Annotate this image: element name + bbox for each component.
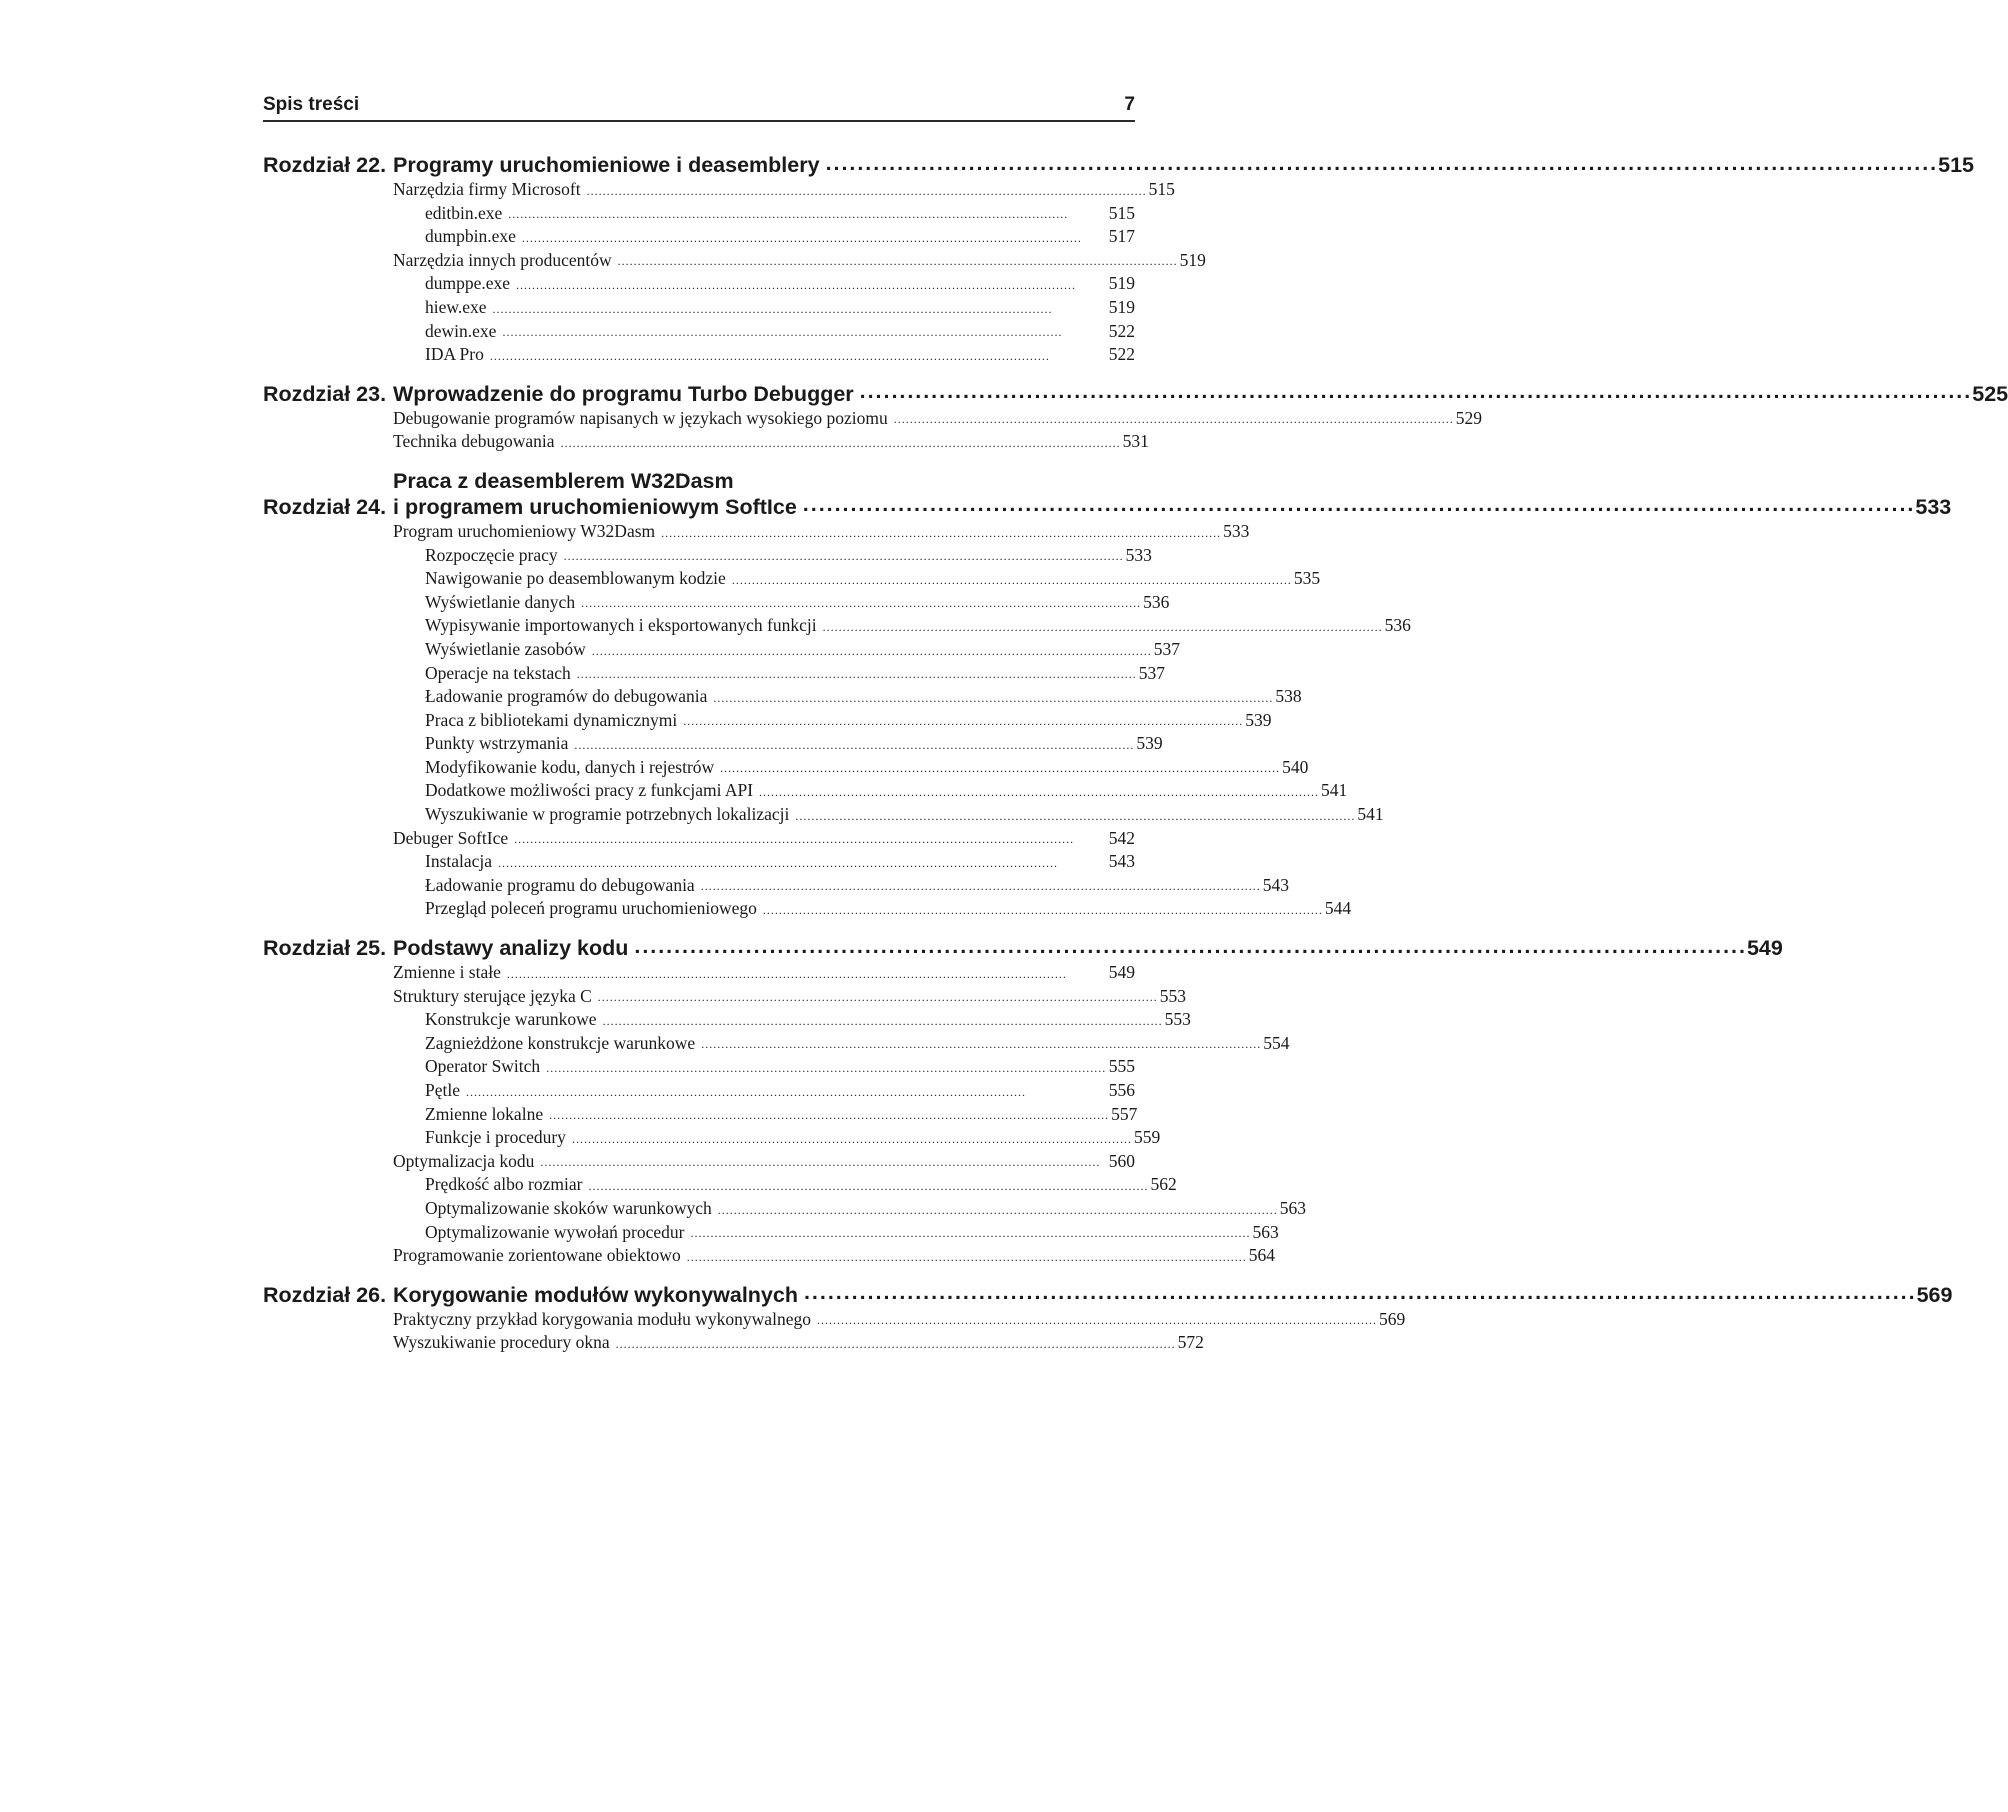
entry-title: Rozpoczęcie pracy [425, 544, 558, 565]
entry-title: Przegląd poleceń programu uruchomieniowego [425, 898, 757, 919]
entry-page-number: 542 [1108, 827, 1135, 848]
toc-subsection-entry[interactable] [393, 320, 1135, 344]
entry-page-number: 553 [1164, 1009, 1191, 1030]
dot-leader [546, 1062, 1105, 1074]
toc-subsection-entry[interactable] [393, 1032, 1290, 1056]
table-of-contents [263, 152, 2008, 1355]
toc-section-entry[interactable] [393, 985, 1187, 1009]
chapter-label: Rozdział 22. [263, 153, 387, 177]
entry-page-number: 541 [1357, 804, 1384, 825]
toc-section-entry[interactable] [393, 178, 1175, 202]
toc-subsection-entry[interactable] [393, 1197, 1306, 1221]
dot-leader [823, 621, 1381, 633]
entry-title: Optymalizacja kodu [393, 1150, 535, 1171]
entry-title: Prędkość albo rozmiar [425, 1174, 583, 1195]
entry-title: editbin.exe [425, 202, 503, 223]
entry-page-number: 563 [1252, 1221, 1279, 1242]
toc-subsection-entry[interactable] [393, 897, 1352, 921]
entry-page-number: 540 [1282, 756, 1309, 777]
entry-page-number: 529 [1455, 407, 1482, 428]
toc-section-entry[interactable] [393, 407, 1482, 431]
entry-title: Punkty wstrzymania [425, 733, 569, 754]
entry-title: Zmienne i stałe [393, 962, 501, 983]
entry-page-number: 541 [1321, 780, 1348, 801]
toc-subsection-entry[interactable] [393, 732, 1163, 756]
dot-leader [701, 880, 1259, 892]
dot-leader [718, 1204, 1276, 1216]
toc-subsection-entry[interactable] [393, 756, 1309, 780]
toc-subsection-entry[interactable] [393, 343, 1135, 367]
toc-subsection-entry[interactable] [393, 803, 1384, 827]
chapter-title: Korygowanie modułów wykonywalnych [393, 1282, 798, 1307]
entry-page-number: 538 [1275, 686, 1302, 707]
running-header-page-number: 7 [1124, 94, 1135, 115]
entry-page-number: 519 [1108, 273, 1135, 294]
entry-title: Wyszukiwanie w programie potrzebnych lokalizacji [425, 804, 790, 825]
dot-leader [616, 1338, 1174, 1350]
dot-leader [687, 1251, 1245, 1263]
chapter-title: Wprowadzenie do programu Turbo Debugger [393, 381, 854, 406]
toc-subsection-entry[interactable] [393, 544, 1152, 568]
entry-title: Operator Switch [425, 1056, 541, 1077]
dot-leader [549, 1109, 1107, 1121]
entry-page-number: 560 [1108, 1150, 1135, 1171]
entry-page-number: 556 [1108, 1080, 1135, 1100]
toc-chapter [263, 152, 1975, 367]
dot-leader [634, 936, 1743, 958]
entry-title: Wyświetlanie zasobów [425, 638, 586, 659]
dot-leader [507, 968, 1105, 980]
chapter-page-number: 515 [1938, 153, 1975, 177]
entry-title: Konstrukcje warunkowe [425, 1009, 597, 1030]
toc-subsection-entry[interactable] [393, 1126, 1161, 1150]
entry-title: Wyszukiwanie procedury okna [393, 1332, 610, 1353]
entry-title: hiew.exe [425, 296, 487, 317]
toc-section-entry[interactable] [393, 1331, 1204, 1355]
entry-page-number: 537 [1153, 638, 1181, 659]
chapter-title: i programem uruchomieniowym SoftIce [393, 494, 797, 519]
dot-leader [732, 574, 1290, 586]
chapter-heading[interactable] [263, 468, 1952, 520]
entry-title: Praktyczny przykład korygowania modułu wykonywalnego [393, 1308, 811, 1329]
dot-leader [493, 303, 1105, 315]
entry-title: Nawigowanie po deasemblowanym kodzie [425, 568, 726, 589]
entry-title: Operacje na tekstach [425, 662, 571, 683]
toc-chapter [263, 1282, 1953, 1355]
entry-page-number: 555 [1108, 1056, 1135, 1077]
dot-leader [683, 715, 1241, 727]
toc-subsection-entry[interactable] [393, 1173, 1177, 1197]
dot-leader [803, 494, 1912, 516]
dot-leader [713, 692, 1271, 704]
dot-leader [466, 1086, 1105, 1098]
toc-section-entry[interactable] [393, 520, 1250, 544]
chapter-title: Praca z deasemblerem W32Dasm [393, 468, 734, 493]
dot-leader [701, 1038, 1259, 1050]
dot-leader [490, 350, 1105, 362]
dot-leader [804, 1282, 1913, 1304]
entry-title: dewin.exe [425, 320, 497, 341]
entry-page-number: 572 [1177, 1332, 1204, 1353]
toc-section-entry[interactable] [393, 430, 1149, 454]
dot-leader [508, 208, 1104, 220]
dot-leader [603, 1015, 1161, 1027]
entry-title: Optymalizowanie wywołań procedur [425, 1221, 685, 1242]
dot-leader [502, 326, 1104, 338]
toc-subsection-entry[interactable] [393, 1079, 1135, 1103]
entry-page-number: 537 [1138, 662, 1166, 683]
dot-leader [598, 991, 1156, 1003]
dot-leader [592, 645, 1150, 657]
toc-subsection-entry[interactable] [393, 614, 1411, 638]
chapter-page-number: 525 [1972, 381, 2008, 406]
entry-page-number: 533 [1223, 520, 1250, 541]
running-header-section: Spis treści [263, 94, 360, 115]
entry-title: Struktury sterujące języka C [393, 985, 592, 1006]
entry-page-number: 549 [1108, 962, 1135, 983]
chapter-heading[interactable] [263, 1282, 1953, 1308]
toc-subsection-entry[interactable] [393, 567, 1321, 591]
entry-title: Wyświetlanie danych [425, 591, 576, 612]
entry-title: IDA Pro [425, 344, 484, 365]
toc-section-entry[interactable] [393, 827, 1135, 851]
entry-page-number: 535 [1293, 568, 1321, 589]
chapter-label: Rozdział 26. [263, 1282, 387, 1307]
toc-chapter [263, 468, 1952, 921]
entry-page-number: 559 [1133, 1127, 1161, 1148]
entry-page-number: 515 [1148, 179, 1175, 199]
entry-page-number: 557 [1111, 1103, 1138, 1124]
entry-title: Debugowanie programów napisanych w językach wysokiego poziomu [393, 407, 888, 428]
entry-title: Instalacja [425, 851, 493, 872]
dot-leader [860, 381, 1969, 403]
entry-page-number: 544 [1324, 898, 1352, 919]
toc-subsection-entry[interactable] [393, 296, 1135, 320]
chapter-page-number: 549 [1746, 936, 1783, 961]
dot-leader [564, 550, 1122, 562]
toc-subsection-entry[interactable] [393, 874, 1289, 898]
dot-leader [763, 904, 1321, 916]
entry-title: Wypisywanie importowanych i eksportowanych funkcji [425, 615, 817, 636]
dot-leader [581, 597, 1139, 609]
toc-section-entry[interactable] [393, 1150, 1135, 1174]
entry-title: Narzędzia innych producentów [393, 249, 612, 270]
entry-page-number: 533 [1125, 544, 1152, 565]
toc-subsection-entry[interactable] [393, 1055, 1135, 1079]
entry-title: Program uruchomieniowy W32Dasm [393, 520, 656, 541]
toc-subsection-entry[interactable] [393, 1008, 1191, 1032]
entry-page-number: 564 [1248, 1245, 1275, 1266]
toc-subsection-entry[interactable] [393, 1221, 1279, 1245]
chapter-entries [393, 520, 1411, 921]
chapter-entries [393, 178, 1206, 367]
chapter-title: Programy uruchomieniowe i deasemblery [393, 153, 820, 177]
toc-subsection-entry[interactable] [393, 779, 1348, 803]
toc-section-entry[interactable] [393, 249, 1206, 273]
toc-subsection-entry[interactable] [393, 202, 1135, 226]
entry-title: Ładowanie programów do debugowania [425, 686, 708, 707]
entry-title: Zagnieżdżone konstrukcje warunkowe [425, 1032, 696, 1053]
chapter-page-number: 569 [1916, 1282, 1953, 1307]
entry-page-number: 522 [1108, 320, 1135, 341]
chapter-label: Rozdział 25. [263, 936, 387, 961]
dot-leader [826, 153, 1935, 175]
entry-page-number: 554 [1263, 1032, 1290, 1053]
entry-page-number: 536 [1384, 615, 1411, 636]
toc-subsection-entry[interactable] [393, 272, 1135, 296]
dot-leader [817, 1314, 1375, 1326]
entry-page-number: 553 [1159, 985, 1187, 1006]
entry-page-number: 562 [1150, 1174, 1177, 1195]
entry-title: Funkcje i procedury [425, 1127, 566, 1148]
toc-subsection-entry[interactable] [393, 591, 1170, 615]
toc-section-entry[interactable] [393, 961, 1135, 985]
entry-page-number: 569 [1378, 1308, 1406, 1329]
document-page [263, 92, 2008, 1369]
entry-title: Dodatkowe możliwości pracy z funkcjami API [425, 780, 754, 801]
entry-title: Optymalizowanie skoków warunkowych [425, 1197, 712, 1218]
entry-page-number: 531 [1122, 431, 1149, 452]
entry-page-number: 517 [1108, 226, 1135, 247]
entry-page-number: 563 [1279, 1197, 1306, 1218]
toc-subsection-entry[interactable] [393, 225, 1135, 249]
toc-chapter [263, 935, 1783, 1268]
entry-title: dumppe.exe [425, 273, 511, 294]
dot-leader [759, 786, 1317, 798]
toc-section-entry[interactable] [393, 1308, 1406, 1332]
dot-leader [618, 255, 1176, 267]
dot-leader [498, 857, 1105, 869]
entry-title: Programowanie zorientowane obiektowo [393, 1245, 681, 1266]
toc-subsection-entry[interactable] [393, 685, 1302, 709]
entry-title: Pętle [425, 1080, 460, 1100]
dot-leader [588, 1180, 1146, 1192]
toc-subsection-entry[interactable] [393, 709, 1272, 733]
dot-leader [572, 1133, 1130, 1145]
toc-subsection-entry[interactable] [393, 1103, 1138, 1127]
dot-leader [514, 833, 1105, 845]
entry-page-number: 543 [1262, 874, 1289, 895]
dot-leader [691, 1227, 1249, 1239]
chapter-page-number: 533 [1915, 494, 1952, 519]
dot-leader [894, 413, 1452, 425]
dot-leader [540, 1156, 1104, 1168]
chapter-entries [393, 407, 1482, 454]
entry-title: Zmienne lokalne [425, 1103, 544, 1124]
toc-section-entry[interactable] [393, 1244, 1275, 1268]
entry-page-number: 522 [1108, 344, 1135, 365]
entry-page-number: 519 [1179, 249, 1206, 270]
toc-subsection-entry[interactable] [393, 662, 1166, 686]
chapter-heading[interactable] [263, 935, 1783, 961]
entry-page-number: 515 [1108, 202, 1135, 223]
dot-leader [577, 668, 1135, 680]
entry-title: Ładowanie programu do debugowania [425, 874, 695, 895]
entry-title: Narzędzia firmy Microsoft [393, 179, 581, 199]
chapter-title: Podstawy analizy kodu [393, 936, 629, 961]
dot-leader [516, 279, 1105, 291]
chapter-entries [393, 1308, 1406, 1355]
toc-chapter [263, 381, 2008, 454]
entry-title: Modyfikowanie kodu, danych i rejestrów [425, 756, 715, 777]
entry-page-number: 539 [1245, 709, 1272, 730]
chapter-heading[interactable] [263, 381, 2008, 407]
toc-subsection-entry[interactable] [393, 850, 1135, 874]
entry-page-number: 536 [1143, 591, 1170, 612]
dot-leader [561, 437, 1119, 449]
chapter-label: Rozdział 24. [263, 494, 387, 519]
dot-leader [574, 739, 1132, 751]
entry-title: Technika debugowania [393, 431, 555, 452]
running-header [263, 92, 1135, 122]
chapter-label: Rozdział 23. [263, 381, 387, 406]
entry-page-number: 519 [1108, 296, 1135, 317]
dot-leader [720, 762, 1278, 774]
chapter-entries [393, 961, 1306, 1268]
dot-leader [587, 185, 1145, 197]
entry-title: Praca z bibliotekami dynamicznymi [425, 709, 678, 730]
dot-leader [522, 232, 1105, 244]
entry-title: Debuger SoftIce [393, 827, 509, 848]
dot-leader [661, 527, 1219, 539]
toc-subsection-entry[interactable] [393, 638, 1181, 662]
entry-page-number: 539 [1136, 733, 1163, 754]
entry-title: dumpbin.exe [425, 226, 516, 247]
chapter-heading[interactable] [263, 152, 1975, 178]
dot-leader [795, 810, 1353, 822]
entry-page-number: 543 [1108, 851, 1135, 872]
